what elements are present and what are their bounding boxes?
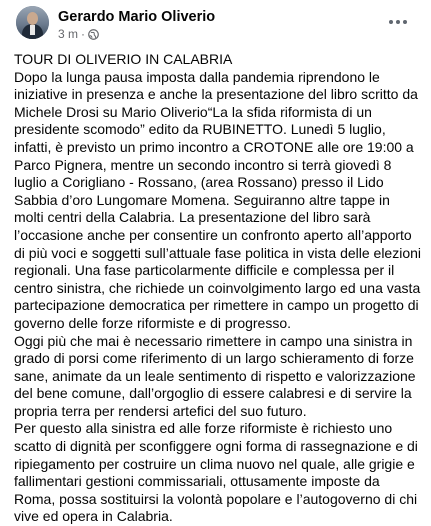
author-name[interactable]: Gerardo Mario Oliverio: [58, 9, 216, 25]
post-paragraph: Per questo alla sinistra ed alle forze riformiste è richiesto uno scatto di dignità per sconfiggere ogni forma di rassegnazione e di ripiegamento per costruire un clima nuovo nel quale, alle grigie e fallimentari gestioni commissariali, ottusamente imposte da Roma, possa sostituirsi la volontà popolare e l’autogoverno di chi vive ed opera in Calabria.: [14, 420, 418, 525]
post-time[interactable]: 3 m: [58, 27, 79, 41]
post-text: [14, 51, 422, 526]
globe-icon[interactable]: [88, 29, 99, 40]
avatar[interactable]: [16, 6, 49, 39]
more-options-icon[interactable]: [385, 14, 411, 30]
post-meta: [58, 27, 99, 41]
post-paragraph: Dopo la lunga pausa imposta dalla pandemia riprendono le iniziative in presenza e anche la presentazione del libro scritto da Michele Drosi su Mario Oliverio“La la sfida riformista di un presidente scomodo” edito da RUBINETTO. Lunedì 5 luglio, infatti, è previsto un primo incontro a CROTONE alle ore 19:00 a Parco Pignera, mentre un secondo incontro si terrà giovedì 8 luglio a Corigliano - Rossano, (area Rossano) presso il Lido Sabbia d’oro Lungomare Momena. Seguiranno altre tappe in molti centri della Calabria. La presentazione del libro sarà l’occasione anche per consentire un confronto aperto all’apporto di più voci e soggetti sull’attuale fase politica in vista delle elezioni regionali. Una fase particolarmente difficile e complessa per il centro sinistra, che richiede un coinvolgimento largo ed una vasta partecipazione democratica per rimettere in campo un progetto di governo delle forze riformiste e di progresso.: [14, 68, 422, 331]
post-paragraph: TOUR DI OLIVERIO IN CALABRIA: [14, 51, 233, 67]
post-header: [0, 0, 431, 50]
post-paragraph: Oggi più che mai è necessario rimettere in campo una sinistra in grado di porsi come riferimento di un largo schieramento di forze sane, animate da un leale sentimento di rispetto e valorizzazione del bene comune, dall’orgoglio di essere calabresi e di servire la propria terra per rendersi artefici del suo futuro.: [14, 332, 416, 419]
meta-separator: ·: [81, 27, 86, 41]
